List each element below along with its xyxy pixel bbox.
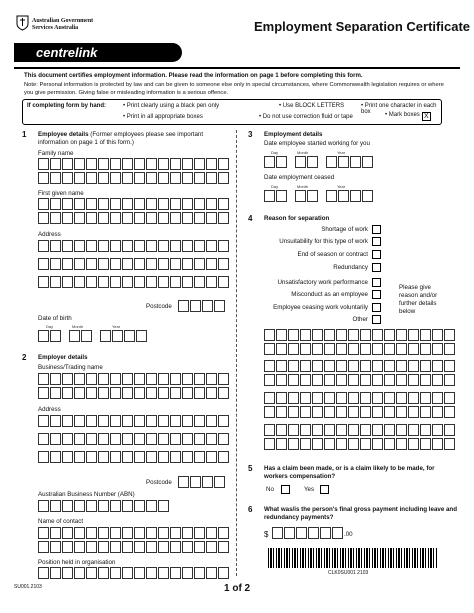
position-label: Position held in organisation xyxy=(38,559,116,566)
certifies-text: This document certifies employment information. Please read the information on page 1 before completing this form. xyxy=(24,72,363,79)
postcode-boxes[interactable] xyxy=(178,300,226,312)
instruction-4: • Print in all appropriate boxes xyxy=(123,114,203,120)
reason-end-season-checkbox[interactable] xyxy=(372,250,381,259)
instruction-5: • Do not use correction fluid or tape xyxy=(259,114,353,120)
form-title: Employment Separation Certificate xyxy=(254,19,470,34)
reason-voluntary-checkbox[interactable] xyxy=(372,303,381,312)
trading-name-boxes[interactable] xyxy=(38,373,230,385)
ceased-date-label: Date employment ceased xyxy=(264,174,335,181)
employer-address-label: Address xyxy=(38,406,61,413)
government-logo: Australian Government Services Australia xyxy=(32,18,94,31)
reason-details-boxes-4[interactable] xyxy=(264,374,456,386)
address-boxes-2[interactable] xyxy=(38,258,230,270)
reason-misconduct-checkbox[interactable] xyxy=(372,290,381,299)
instruction-1: • Print clearly using a black pen only xyxy=(123,103,220,109)
workers-comp-yes-checkbox[interactable] xyxy=(320,485,329,494)
reason-unsuitability-label: Unsuitability for this type of work xyxy=(279,238,368,245)
centrelink-banner: centrelink xyxy=(14,43,182,62)
reason-other-checkbox[interactable] xyxy=(372,315,381,324)
reason-details-boxes-3[interactable] xyxy=(264,360,456,372)
family-name-boxes-2[interactable] xyxy=(38,172,230,184)
section-2-title: Employer details xyxy=(38,354,88,361)
start-date-label: Date employee started working for you xyxy=(264,140,370,147)
barcode-text: CLK0SU001 2103 xyxy=(328,570,369,576)
position-boxes[interactable] xyxy=(38,567,230,579)
given-name-boxes-2[interactable] xyxy=(38,212,230,224)
address-label: Address xyxy=(38,231,61,238)
dob-month-label: Month xyxy=(72,324,84,329)
ceased-month-label: Month xyxy=(297,184,309,189)
reason-shortage-checkbox[interactable] xyxy=(372,225,381,234)
reason-details-boxes-6[interactable] xyxy=(264,406,456,418)
instruction-6: • Mark boxes X xyxy=(385,112,420,118)
abn-boxes[interactable] xyxy=(38,500,170,512)
start-day-label: Day xyxy=(271,150,279,155)
barcode xyxy=(268,548,438,568)
section-2-number: 2 xyxy=(22,353,27,362)
ceased-day-label: Day xyxy=(271,184,279,189)
address-boxes-1[interactable] xyxy=(38,240,230,252)
contact-boxes-2[interactable] xyxy=(38,541,230,553)
employer-address-boxes-1[interactable] xyxy=(38,415,230,427)
reason-misconduct-label: Misconduct as an employee xyxy=(291,291,368,298)
section-3-number: 3 xyxy=(248,130,253,139)
start-year-label: Year xyxy=(337,150,346,155)
header-rule xyxy=(14,67,460,69)
dob-boxes[interactable] xyxy=(38,330,148,342)
reason-details-boxes-8[interactable] xyxy=(264,438,456,450)
dob-label: Date of birth xyxy=(38,315,72,322)
start-month-label: Month xyxy=(297,150,309,155)
section-1-title: Employee details (Former employees please see important information on page 1 of this form.) xyxy=(38,131,204,146)
instruction-2: • Use BLOCK LETTERS xyxy=(279,103,345,109)
dollar-sign: $ xyxy=(264,530,269,539)
family-name-label: Family name xyxy=(38,150,74,157)
employer-address-boxes-3[interactable] xyxy=(38,451,230,463)
ceased-year-label: Year xyxy=(337,184,346,189)
instructions-box xyxy=(22,99,442,125)
dob-day-label: Day xyxy=(46,324,54,329)
contact-label: Name of contact xyxy=(38,518,84,525)
gross-payment-boxes[interactable] xyxy=(272,527,344,539)
gross-payment-question: What was/is the person's final gross payment including leave and redundancy payments? xyxy=(264,506,457,521)
employer-address-boxes-2[interactable] xyxy=(38,433,230,445)
reason-performance-label: Unsatisfactory work performance xyxy=(277,279,368,286)
section-4-number: 4 xyxy=(248,214,253,223)
section-1-number: 1 xyxy=(22,130,27,139)
section-4-title: Reason for separation xyxy=(264,215,330,222)
privacy-note: Note: Personal information is protected by law and can be given to someone else only in special circumstances, where Commonwealth legislation requires or where you give permission. Giving false or misleading information is a serious offence. xyxy=(24,82,444,96)
section-6-number: 6 xyxy=(248,505,253,514)
reason-redundancy-label: Redundancy xyxy=(333,264,368,271)
reason-unsuitability-checkbox[interactable] xyxy=(372,237,381,246)
reason-voluntary-label: Employee ceasing work voluntarily xyxy=(273,304,368,311)
column-divider xyxy=(236,130,237,576)
reason-end-season-label: End of season or contract xyxy=(297,251,368,258)
section-5-number: 5 xyxy=(248,464,253,473)
employer-postcode-boxes[interactable] xyxy=(178,476,226,488)
instruction-3: • Print one character in each box xyxy=(361,103,437,115)
reason-redundancy-checkbox[interactable] xyxy=(372,263,381,272)
reason-other-label: Other xyxy=(352,316,368,323)
reason-details-boxes-1[interactable] xyxy=(264,329,456,341)
reason-side-note: Please give reason and/or further details below xyxy=(399,284,438,315)
workers-comp-yes-label: Yes xyxy=(304,486,315,493)
reason-shortage-label: Shortage of work xyxy=(321,226,368,233)
form-code: SU001.2103 xyxy=(14,584,42,590)
ceased-date-boxes[interactable] xyxy=(264,190,374,202)
mark-example: X xyxy=(422,112,431,121)
dob-year-label: Year xyxy=(112,324,121,329)
employer-postcode-label: Postcode xyxy=(146,479,172,486)
reason-performance-checkbox[interactable] xyxy=(372,278,381,287)
reason-details-boxes-7[interactable] xyxy=(264,424,456,436)
workers-comp-no-checkbox[interactable] xyxy=(281,485,290,494)
trading-name-boxes-2[interactable] xyxy=(38,387,230,399)
given-name-label: First given name xyxy=(38,190,84,197)
section-3-title: Employment details xyxy=(264,131,323,138)
instructions-heading: If completing form by hand: xyxy=(27,103,106,109)
start-date-boxes[interactable] xyxy=(264,156,374,168)
contact-boxes[interactable] xyxy=(38,527,230,539)
trading-name-label: Business/Trading name xyxy=(38,364,103,371)
given-name-boxes[interactable] xyxy=(38,198,230,210)
coat-of-arms-icon xyxy=(15,15,30,31)
reason-details-boxes-2[interactable] xyxy=(264,343,456,355)
workers-comp-question: Has a claim been made, or is a claim likely to be made, for workers compensation? xyxy=(264,465,435,480)
page-number: 1 of 2 xyxy=(224,583,251,594)
cents-label: .00 xyxy=(344,531,353,538)
abn-label: Australian Business Number (ABN) xyxy=(38,491,135,498)
postcode-label: Postcode xyxy=(146,303,172,310)
reason-details-boxes-5[interactable] xyxy=(264,392,456,404)
family-name-boxes[interactable] xyxy=(38,158,230,170)
workers-comp-no-label: No xyxy=(266,486,274,493)
address-boxes-3[interactable] xyxy=(38,276,230,288)
